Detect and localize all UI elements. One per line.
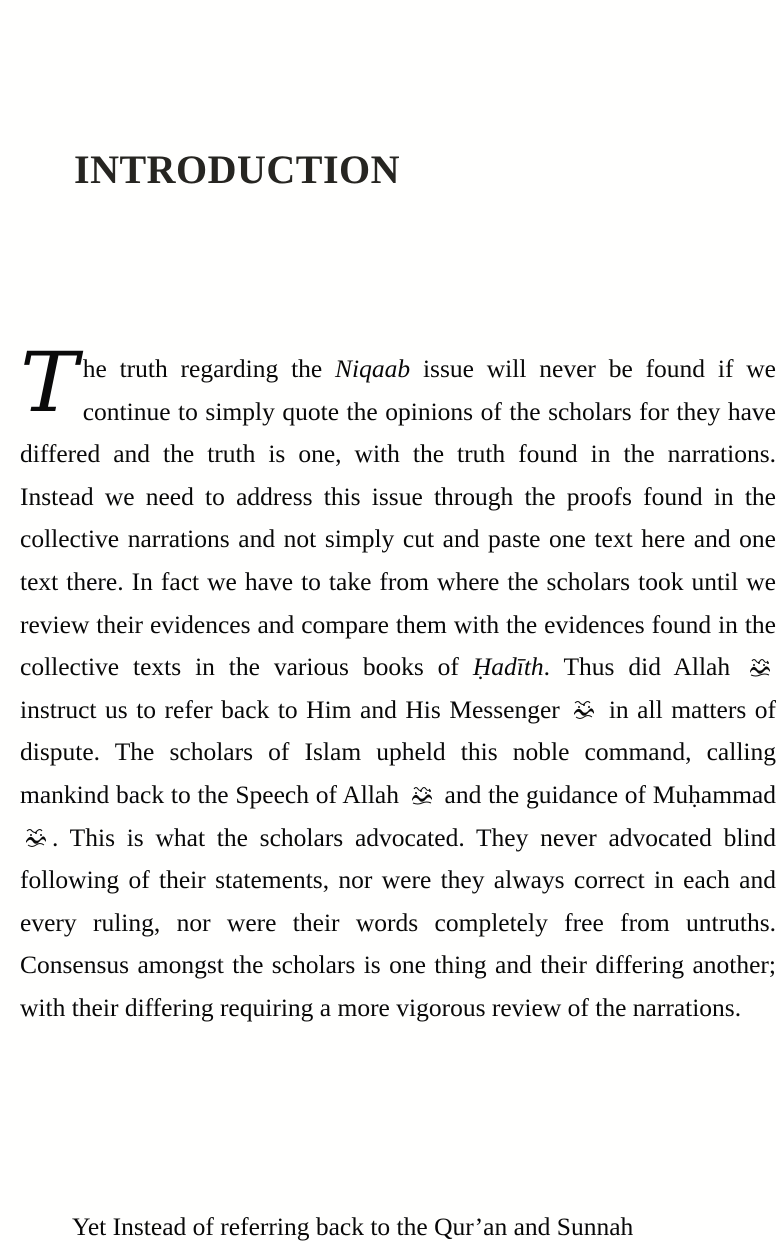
paragraph-1-run-2: issue will never be found if we continue to simply quote the opinions of the scholars for they have differed and the truth is one, with the truth found in the narrations. Instead we need to address this issue through the proofs found in the collective narrations and not simply cut and paste one text here and one text there. In fact we have to take from where the scholars took until we review their evidences and compare them with the evidences found in the collective texts in the various books of [20,354,776,682]
sallallahu-alayhi-wa-sallam-glyph-2 [23,826,49,850]
paragraph-1-run-1: he truth regarding the [82,354,336,383]
paragraph-1-run-3: . Thus did Allah [543,652,745,682]
term-niqaab: Niqaab [335,354,411,383]
subhanahu-wa-taala-glyph-2 [409,783,435,807]
paragraph-1 [20,336,777,1030]
paragraph-2-partial: Yet Instead of referring back to the Qur’an and Sunnah [72,1212,634,1241]
body-text-block [20,336,777,1030]
sallallahu-alayhi-wa-sallam-glyph [571,698,597,722]
paragraph-1-run-4: instruct us to refer back to Him and His Messenger [20,694,569,724]
paragraph-1-run-6: and the guidance of Muḥammad [437,779,776,809]
term-hadith: Ḥadīth [472,652,544,682]
paragraph-1-run-7: . This is what the scholars advocated. They never advocated blind following of their statements, nor were they always correct in each and every ruling, nor were their words completely free from untruths. Consensus amongst the scholars is one thing and their differing another; with their differing requiring a more vigorous review of the narrations. [20,822,776,1022]
drop-cap-letter: T [20,336,78,431]
subhanahu-wa-taala-glyph [747,655,773,679]
page-title: INTRODUCTION [74,146,401,192]
paragraph-1-run-5: in all matters of dispute. The scholars of Islam upheld this noble command, calling mankind back to the Speech of Allah [20,694,777,809]
